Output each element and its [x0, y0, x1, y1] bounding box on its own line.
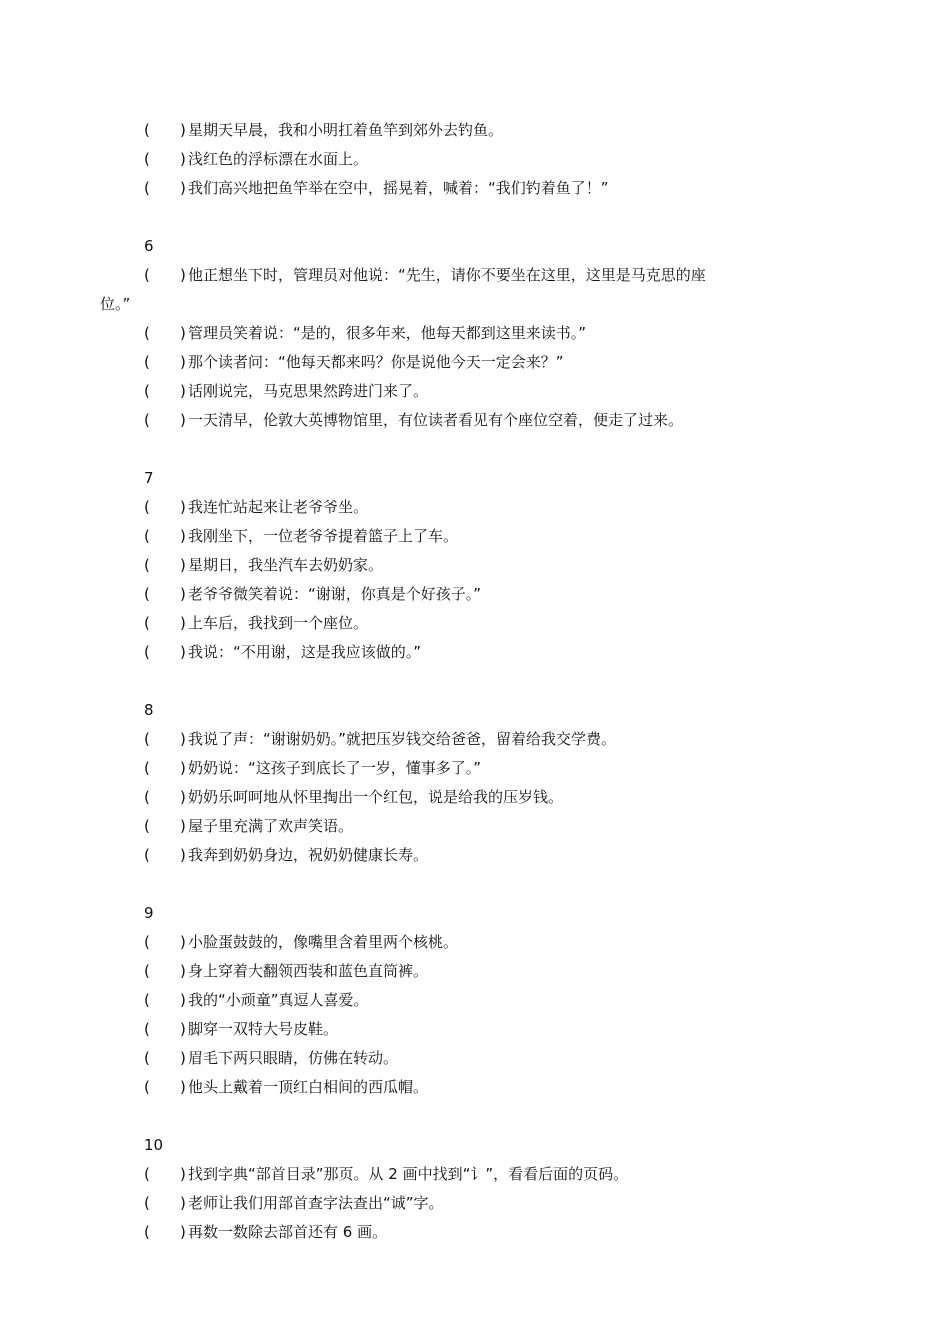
answer-blank-open: (	[144, 324, 150, 342]
sentence-line	[144, 1073, 824, 1102]
sentence-text: 我说了声：“谢谢奶奶。”就把压岁钱交给爸爸，留着给我交学费。	[188, 730, 617, 748]
exercise-group	[144, 116, 824, 203]
sentence-line	[144, 957, 824, 986]
sentence-line	[144, 145, 824, 174]
answer-blank-close: )	[180, 643, 186, 661]
answer-blank-open: (	[144, 643, 150, 661]
answer-blank-close: )	[180, 1020, 186, 1038]
sentence-line	[144, 986, 824, 1015]
sentence-text: 我的“小顽童”真逗人喜爱。	[188, 991, 369, 1009]
sentence-line	[144, 116, 824, 145]
sentence-text: 再数一数除去部首还有 6 画。	[188, 1223, 388, 1241]
answer-blank-open: (	[144, 1165, 150, 1183]
sentence-line	[144, 725, 824, 754]
answer-blank-close: )	[180, 1223, 186, 1241]
answer-blank-open: (	[144, 121, 150, 139]
answer-blank-open: (	[144, 179, 150, 197]
answer-blank-close: )	[180, 933, 186, 951]
answer-blank-close: )	[180, 991, 186, 1009]
answer-blank-open: (	[144, 614, 150, 632]
answer-blank-close: )	[180, 150, 186, 168]
answer-blank-open: (	[144, 150, 150, 168]
sentence-line	[144, 174, 824, 203]
answer-blank-open: (	[144, 1078, 150, 1096]
answer-blank-close: )	[180, 324, 186, 342]
sentence-text: 浅红色的浮标漂在水面上。	[188, 150, 369, 168]
answer-blank-open: (	[144, 1194, 150, 1212]
answer-blank-close: )	[180, 614, 186, 632]
answer-blank-close: )	[180, 1165, 186, 1183]
sentence-line	[144, 609, 824, 638]
sentence-line	[144, 261, 824, 290]
sentence-line	[144, 522, 824, 551]
sentence-text: 找到字典“部首目录”那页。从 2 画中找到“讠”，看看后面的页码。	[188, 1165, 629, 1183]
section-number: 7	[144, 469, 154, 487]
answer-blank-close: )	[180, 1194, 186, 1212]
sentence-text: 话刚说完，马克思果然跨进门来了。	[188, 382, 429, 400]
sentence-line	[144, 812, 824, 841]
sentence-text: 上车后，我找到一个座位。	[188, 614, 369, 632]
sentence-text: 星期天早晨，我和小明扛着鱼竿到郊外去钓鱼。	[188, 121, 504, 139]
sentence-text: 星期日，我坐汽车去奶奶家。	[188, 556, 384, 574]
answer-blank-close: )	[180, 846, 186, 864]
sentence-text: 管理员笑着说：“是的，很多年来，他每天都到这里来读书。”	[188, 324, 587, 342]
answer-blank-close: )	[180, 266, 186, 284]
answer-blank-open: (	[144, 1049, 150, 1067]
exercise-group	[144, 464, 824, 667]
answer-blank-close: )	[180, 527, 186, 545]
answer-blank-close: )	[180, 498, 186, 516]
section-number: 6	[144, 237, 154, 255]
sentence-text: 那个读者问：“他每天都来吗？你是说他今天一定会来？”	[188, 353, 564, 371]
sentence-text: 我连忙站起来让老爷爷坐。	[188, 498, 369, 516]
sentence-line	[144, 551, 824, 580]
sentence-text: 我说：“不用谢，这是我应该做的。”	[188, 643, 422, 661]
section-number: 9	[144, 904, 154, 922]
answer-blank-open: (	[144, 498, 150, 516]
exercise-group	[144, 1131, 824, 1247]
exercise-group	[144, 899, 824, 1102]
sentence-text: 眉毛下两只眼睛，仿佛在转动。	[188, 1049, 399, 1067]
answer-blank-open: (	[144, 556, 150, 574]
answer-blank-open: (	[144, 266, 150, 284]
answer-blank-close: )	[180, 1078, 186, 1096]
section-number: 8	[144, 701, 154, 719]
sentence-text: 我们高兴地把鱼竿举在空中，摇晃着，喊着：“我们钓着鱼了！”	[188, 179, 609, 197]
sentence-line	[144, 493, 824, 522]
answer-blank-open: (	[144, 991, 150, 1009]
sentence-line	[144, 1189, 824, 1218]
sentence-text: 奶奶说：“这孩子到底长了一岁，懂事多了。”	[188, 759, 482, 777]
sentence-line	[144, 1044, 824, 1073]
answer-blank-close: )	[180, 411, 186, 429]
exercise-group	[100, 232, 824, 435]
sentence-line	[144, 377, 824, 406]
answer-blank-open: (	[144, 730, 150, 748]
sentence-line	[144, 406, 824, 435]
answer-blank-open: (	[144, 846, 150, 864]
answer-blank-open: (	[144, 353, 150, 371]
sentence-text: 奶奶乐呵呵地从怀里掏出一个红包，说是给我的压岁钱。	[188, 788, 564, 806]
answer-blank-close: )	[180, 585, 186, 603]
answer-blank-open: (	[144, 933, 150, 951]
answer-blank-close: )	[180, 730, 186, 748]
answer-blank-close: )	[180, 759, 186, 777]
answer-blank-close: )	[180, 1049, 186, 1067]
sentence-line	[144, 783, 824, 812]
exercise-group	[144, 696, 824, 870]
answer-blank-open: (	[144, 788, 150, 806]
answer-blank-close: )	[180, 962, 186, 980]
sentence-text: 一天清早，伦敦大英博物馆里，有位读者看见有个座位空着，便走了过来。	[188, 411, 684, 429]
sentence-text: 脚穿一双特大号皮鞋。	[188, 1020, 339, 1038]
sentence-text: 身上穿着大翻领西装和蓝色直筒裤。	[188, 962, 429, 980]
answer-blank-close: )	[180, 353, 186, 371]
sentence-text: 老师让我们用部首查字法查出“诚”字。	[188, 1194, 444, 1212]
sentence-line	[144, 1218, 824, 1247]
answer-blank-close: )	[180, 817, 186, 835]
answer-blank-open: (	[144, 1020, 150, 1038]
answer-blank-open: (	[144, 817, 150, 835]
sentence-line	[144, 841, 824, 870]
answer-blank-open: (	[144, 1223, 150, 1241]
answer-blank-open: (	[144, 382, 150, 400]
answer-blank-open: (	[144, 411, 150, 429]
sentence-continuation: 位。”	[100, 295, 131, 313]
sentence-line	[144, 754, 824, 783]
sentence-text: 我奔到奶奶身边，祝奶奶健康长寿。	[188, 846, 429, 864]
sentence-text: 他正想坐下时，管理员对他说：“先生，请你不要坐在这里，这里是马克思的座	[188, 266, 706, 284]
sentence-text: 小脸蛋鼓鼓的，像嘴里含着里两个核桃。	[188, 933, 459, 951]
sentence-line	[144, 319, 824, 348]
sentence-line	[144, 580, 824, 609]
sentence-line	[144, 1015, 824, 1044]
answer-blank-close: )	[180, 179, 186, 197]
answer-blank-open: (	[144, 962, 150, 980]
answer-blank-open: (	[144, 585, 150, 603]
sentence-text: 我刚坐下，一位老爷爷提着篮子上了车。	[188, 527, 459, 545]
answer-blank-close: )	[180, 556, 186, 574]
sentence-line	[144, 638, 824, 667]
sentence-line	[144, 1160, 824, 1189]
sentence-text: 老爷爷微笑着说：“谢谢，你真是个好孩子。”	[188, 585, 482, 603]
answer-blank-close: )	[180, 121, 186, 139]
answer-blank-open: (	[144, 527, 150, 545]
sentence-line	[144, 928, 824, 957]
sentence-text: 屋子里充满了欢声笑语。	[188, 817, 354, 835]
answer-blank-open: (	[144, 759, 150, 777]
sentence-line	[144, 348, 824, 377]
section-number: 10	[144, 1136, 164, 1154]
answer-blank-close: )	[180, 788, 186, 806]
exercise-list	[100, 116, 824, 1247]
answer-blank-close: )	[180, 382, 186, 400]
sentence-text: 他头上戴着一顶红白相间的西瓜帽。	[188, 1078, 429, 1096]
